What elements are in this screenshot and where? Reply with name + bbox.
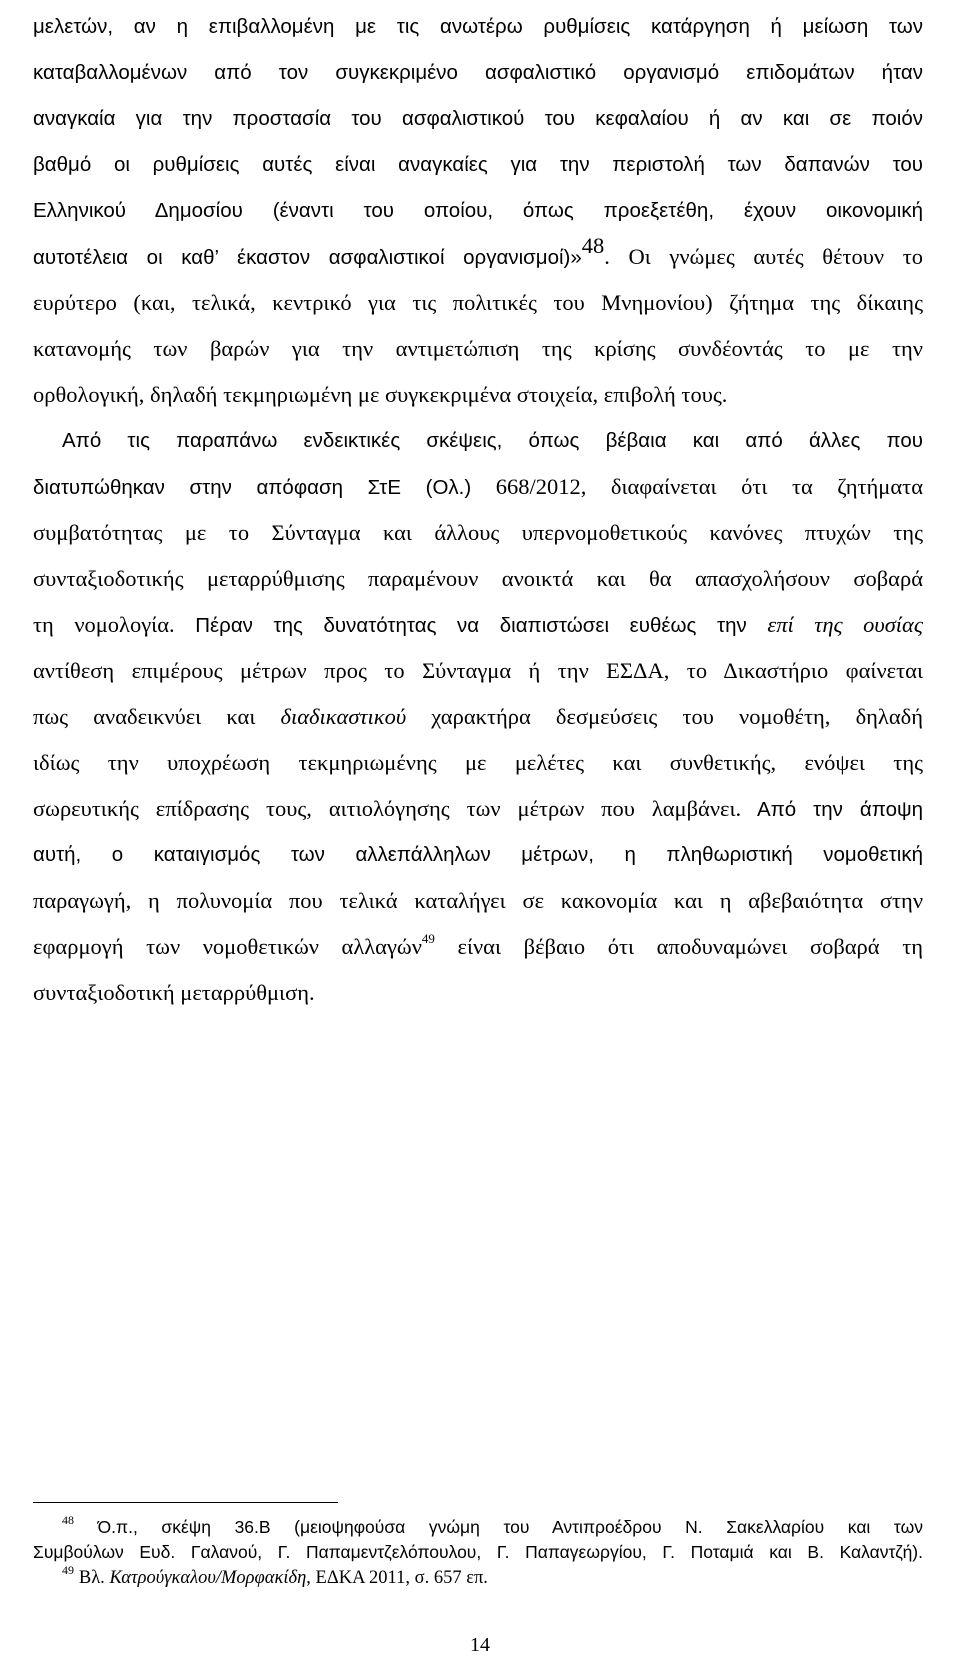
- body-line: [33, 886, 923, 916]
- body-line: [33, 702, 923, 732]
- footnote-separator: [33, 1502, 338, 1503]
- text-run: Πέραν της δυνατότητας να διαπιστώσει ευθέως την: [174, 614, 768, 637]
- body-line: [62, 426, 923, 456]
- body-line: [33, 656, 923, 686]
- body-line: [33, 334, 923, 364]
- body-line: [33, 196, 923, 226]
- text-run: συνταξιοδοτική μεταρρύθμιση.: [33, 980, 315, 1005]
- body-line: [33, 472, 923, 503]
- body-line: [33, 12, 923, 42]
- text-run: τη νομολογία.: [33, 612, 175, 637]
- italic-text: επί της ουσίας: [767, 612, 923, 637]
- text-run: 668/2012, διαφαίνεται ότι τα ζητήματα: [471, 474, 923, 499]
- body-line: [33, 794, 923, 825]
- text-run: αντίθεση επιμέρους μέτρων προς το Σύνταγμα ή την ΕΣΔΑ, το Δικαστήριο φαίνεται: [33, 658, 923, 683]
- text-run: βαθμό οι ρυθμίσεις αυτές είναι αναγκαίες για την περιστολή των δαπανών του: [33, 153, 923, 176]
- footnote-reference[interactable]: 49: [421, 930, 435, 946]
- text-run: είναι βέβαιο ότι αποδυναμώνει σοβαρά τη: [434, 934, 924, 959]
- footnote-text: , ΕΔΚΑ 2011, σ. 657 επ.: [306, 1568, 488, 1588]
- body-line: [33, 288, 923, 318]
- text-run: αναγκαία για την προστασία του ασφαλιστικού του κεφαλαίου ή αν και σε ποιόν: [33, 107, 923, 130]
- footnote-49-line: [62, 1565, 923, 1590]
- body-line: [33, 610, 923, 641]
- footnote-text: Ό.π., σκέψη 36.Β (μειοψηφούσα γνώμη του Αντιπροέδρου Ν. Σακελλαρίου και των: [97, 1517, 923, 1537]
- text-run: διατυπώθηκαν στην απόφαση ΣτΕ (Ολ.): [33, 476, 472, 499]
- text-run: Ελληνικού Δημοσίου (έναντι του οποίου, όπως προεξετέθη, έχουν οικονομική: [33, 199, 923, 222]
- text-run: . Οι γνώμες αυτές θέτουν το: [604, 244, 923, 269]
- text-run: συμβατότητας με το Σύνταγμα και άλλους υπερνομοθετικούς κανόνες πτυχών της: [33, 520, 923, 545]
- text-run: μελετών, αν η επιβαλλομένη με τις ανωτέρω ρυθμίσεις κατάργηση ή μείωση των: [33, 15, 923, 38]
- footnote-text: Βλ.: [78, 1568, 110, 1588]
- body-line: [33, 932, 923, 962]
- text-run: πως αναδεικνύει και: [33, 704, 281, 729]
- body-line: [33, 150, 923, 180]
- body-line: [33, 518, 923, 548]
- text-run: κατανομής των βαρών για την αντιμετώπιση της κρίσης συνδέοντάς το με την: [33, 336, 923, 361]
- body-line: [33, 564, 923, 594]
- text-run: ευρύτερο (και, τελικά, κεντρικό για τις πολιτικές του Μνημονίου) ζήτημα της δίκαιης: [33, 290, 923, 315]
- body-line: [33, 748, 923, 778]
- text-run: ορθολογική, δηλαδή τεκμηριωμένη με συγκεκριμένα στοιχεία, επιβολή τους.: [33, 382, 728, 407]
- text-run: χαρακτήρα δεσμεύσεις του νομοθέτη, δηλαδή: [406, 704, 923, 729]
- text-run: Από τις παραπάνω ενδεικτικές σκέψεις, όπως βέβαια και από άλλες που: [62, 429, 923, 452]
- footnote-marker: 48: [62, 1513, 74, 1528]
- text-run: αυτοτέλεια οι καθ’ έκαστον ασφαλιστικοί οργανισμοί)»: [33, 246, 582, 269]
- italic-text: Κατρούγκαλου/Μορφακίδη: [109, 1568, 307, 1588]
- text-run: Από την άποψη: [741, 798, 923, 821]
- text-run: σωρευτικής επίδρασης τους, αιτιολόγησης των μέτρων που λαμβάνει.: [33, 796, 742, 821]
- body-line: [33, 380, 923, 410]
- text-run: καταβαλλομένων από τον συγκεκριμένο ασφαλιστικό οργανισμό επιδομάτων ήταν: [33, 61, 923, 84]
- body-line: [33, 840, 923, 870]
- text-run: ιδίως την υποχρέωση τεκμηριωμένης με μελέτες και συνθετικής, ενόψει της: [33, 750, 923, 775]
- footnote-48-line: [33, 1540, 923, 1564]
- footnote-48-line: [62, 1515, 923, 1539]
- body-line: [33, 58, 923, 88]
- text-run: εφαρμογή των νομοθετικών αλλαγών: [33, 934, 422, 959]
- text-run: παραγωγή, η πολυνομία που τελικά καταλήγει σε κακονομία και η αβεβαιότητα στην: [33, 888, 923, 913]
- text-run: αυτή, ο καταιγισμός των αλλεπάλληλων μέτρων, η πληθωριστική νομοθετική: [33, 843, 923, 866]
- footnote-marker: 49: [62, 1563, 74, 1578]
- text-run: συνταξιοδοτικής μεταρρύθμισης παραμένουν ανοικτά και θα απασχολήσουν σοβαρά: [33, 566, 923, 591]
- footnote-reference[interactable]: 48: [581, 232, 605, 258]
- footnote-text: Συμβούλων Ευδ. Γαλανού, Γ. Παπαμεντζελόπουλου, Γ. Παπαγεωργίου, Γ. Ποταμιά και Β. Καλαντζή).: [33, 1542, 923, 1562]
- italic-text: διαδικαστικού: [280, 704, 407, 729]
- page-number: 14: [470, 1634, 490, 1656]
- body-line: [33, 978, 923, 1008]
- body-line: [33, 232, 923, 273]
- body-line: [33, 104, 923, 134]
